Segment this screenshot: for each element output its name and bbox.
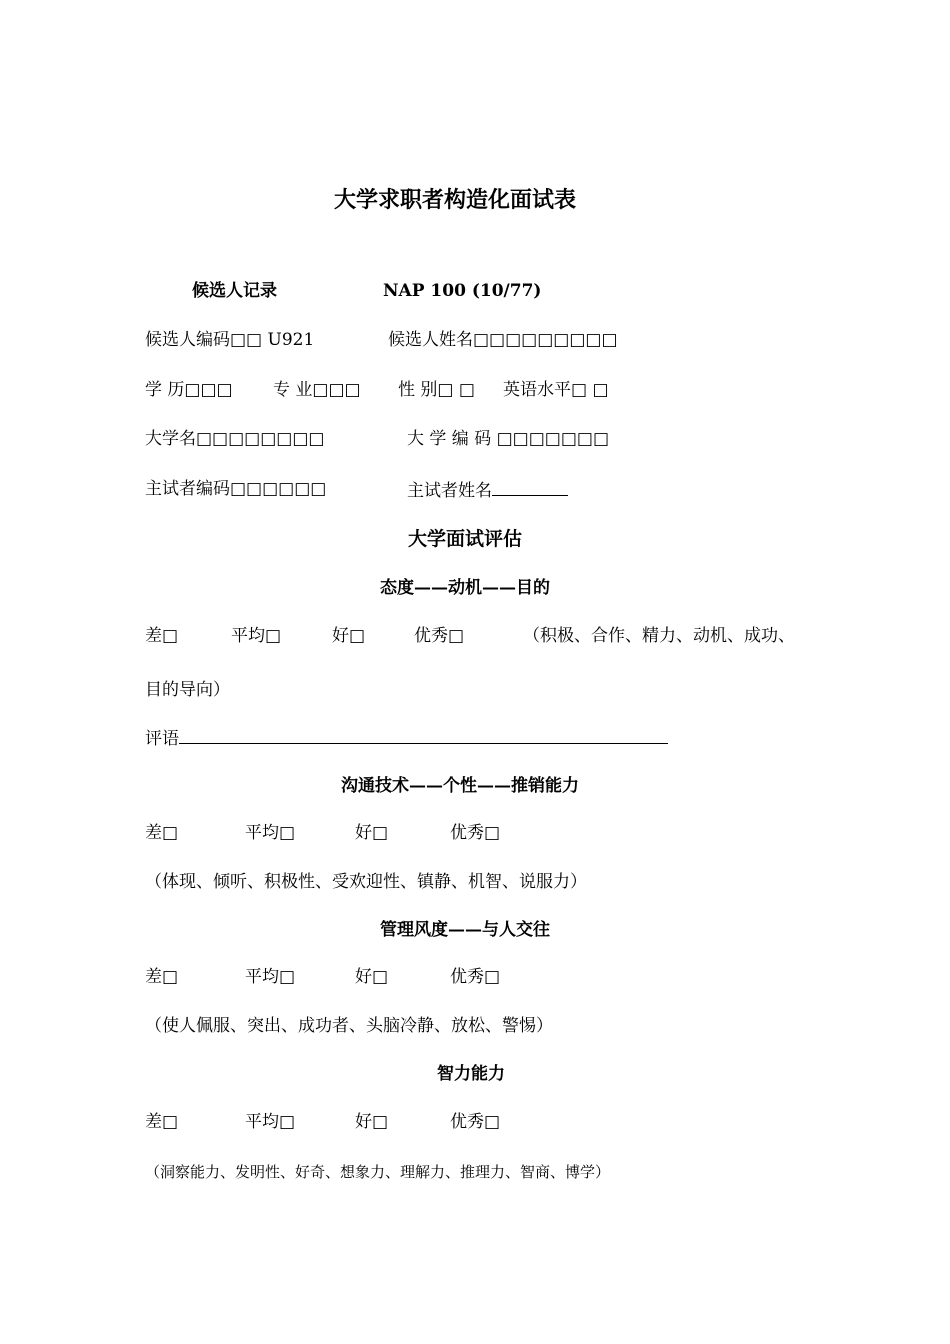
rating-average[interactable]: 平均□ [245,967,296,987]
education-field: 学 历□□□ [145,380,233,400]
rating-average[interactable]: 平均□ [245,1112,296,1132]
section-description: （使人佩服、突出、成功者、头脑冷静、放松、警惕） [145,1016,553,1036]
rating-excellent[interactable]: 优秀□ [450,967,501,987]
university-code-field: 大 学 编 码 □□□□□□□ [407,429,610,449]
section-heading-attitude: 态度——动机——目的 [380,578,550,598]
gender-field: 性 别□ □ [398,380,475,400]
rating-good[interactable]: 好□ [332,626,366,646]
rating-poor[interactable]: 差□ [145,967,179,987]
section-description: （积极、合作、精力、动机、成功、 [523,626,795,646]
form-code: NAP 100 (10/77) [383,281,542,301]
record-label: 候选人记录 [192,281,277,301]
rating-poor[interactable]: 差□ [145,823,179,843]
rating-excellent[interactable]: 优秀□ [450,823,501,843]
rating-good[interactable]: 好□ [355,967,389,987]
section-description: （洞察能力、发明性、好奇、想象力、理解力、推理力、智商、博学） [145,1163,611,1181]
university-name-field: 大学名□□□□□□□□ [145,429,325,449]
section-heading-management: 管理风度——与人交往 [380,920,550,940]
section-description-cont: 目的导向） [145,680,230,700]
english-level-field: 英语水平□ □ [503,380,609,400]
rating-average[interactable]: 平均□ [231,626,282,646]
interviewer-name-blank[interactable] [492,479,568,496]
rating-good[interactable]: 好□ [355,1112,389,1132]
section-description: （体现、倾听、积极性、受欢迎性、镇静、机智、说服力） [145,872,587,892]
rating-excellent[interactable]: 优秀□ [414,626,465,646]
rating-good[interactable]: 好□ [355,823,389,843]
comment-row [145,727,668,749]
comment-label: 评语 [145,729,179,749]
interviewer-name-label: 主试者姓名 [407,481,492,501]
rating-average[interactable]: 平均□ [245,823,296,843]
rating-excellent[interactable]: 优秀□ [450,1112,501,1132]
interviewer-name-field [407,479,568,501]
assessment-title: 大学面试评估 [408,528,523,550]
interviewer-id-field: 主试者编码□□□□□□ [145,479,327,499]
candidate-name-field: 候选人姓名□□□□□□□□□ [388,330,618,350]
rating-poor[interactable]: 差□ [145,626,179,646]
major-field: 专 业□□□ [273,380,361,400]
candidate-id-field: 候选人编码□□ U921 [145,330,315,350]
section-heading-communication: 沟通技术——个性——推销能力 [341,776,579,796]
section-heading-intelligence: 智力能力 [437,1064,505,1084]
rating-poor[interactable]: 差□ [145,1112,179,1132]
page-title: 大学求职者构造化面试表 [334,187,577,213]
comment-blank[interactable] [179,727,668,744]
